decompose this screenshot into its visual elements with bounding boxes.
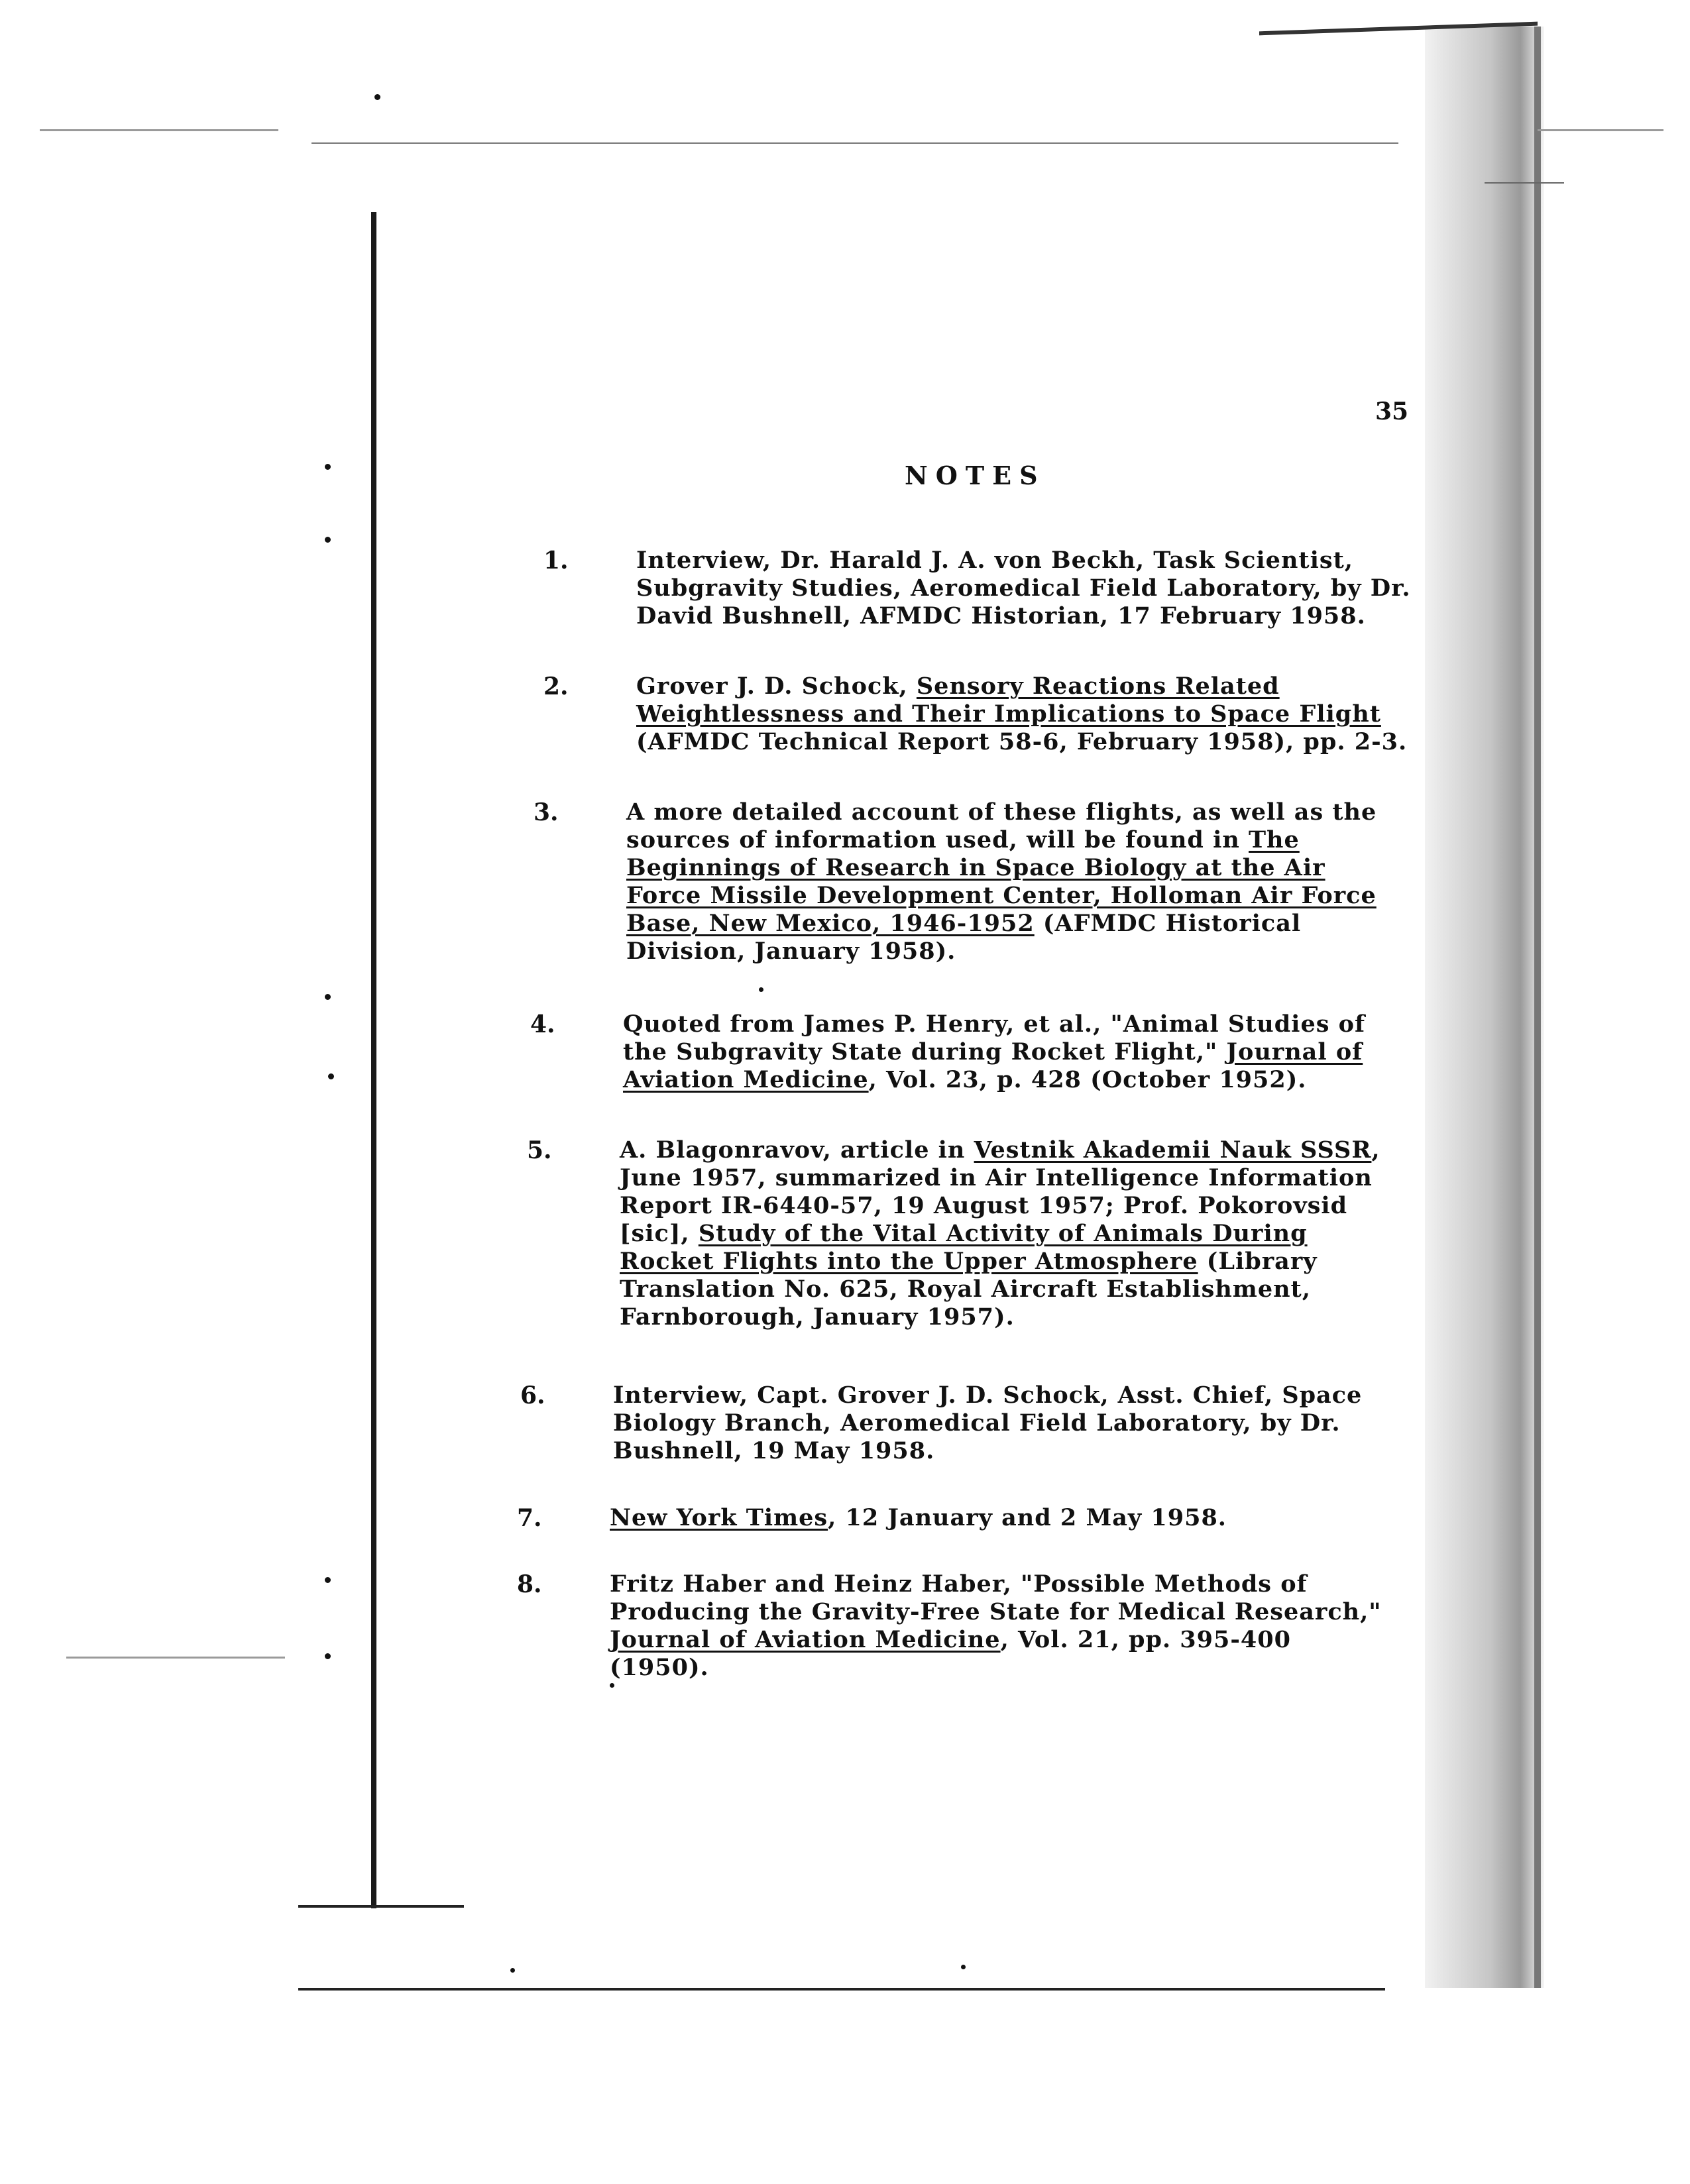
note-text-part: (AFMDC Technical Report 58-6, February 1958), pp. 2-3. xyxy=(636,728,1408,755)
study-title: Study of the Vital Activity of Animals During Rocket Flights into the Upper Atmosphere xyxy=(620,1220,1308,1275)
note-text xyxy=(610,1570,1388,1682)
report-title: Sensory Reactions Related Weightlessness and Their Implications to Space Flight xyxy=(636,673,1381,728)
note-text xyxy=(623,1010,1402,1094)
note-text xyxy=(613,1382,1392,1465)
publication-title: The Beginnings of Research in Space Biology at the Air Force Missile Development Center, Holloman Air Force Base, New Mexico, 1946-1952 xyxy=(626,826,1377,937)
photocopy-shadow xyxy=(1425,27,1544,1988)
note-number: 1. xyxy=(543,547,569,574)
note-item xyxy=(517,1504,1388,1532)
note-number: 7. xyxy=(517,1504,542,1532)
speck xyxy=(1538,129,1663,131)
note-text-part: Quoted from James P. Henry, et al., "Animal Studies of the Subgravity State during Rocket Flight," xyxy=(623,1010,1366,1065)
speck xyxy=(610,1683,614,1688)
scan-line xyxy=(298,1988,1385,1991)
note-text xyxy=(626,798,1405,965)
scan-line xyxy=(298,1905,464,1908)
note-text xyxy=(620,1136,1398,1331)
note-text-part: Fritz Haber and Heinz Haber, "Possible Methods of Producing the Gravity-Free State for Medical Research," xyxy=(610,1570,1382,1625)
note-number: 2. xyxy=(543,673,569,700)
note-text xyxy=(636,673,1415,756)
note-number: 5. xyxy=(527,1136,552,1164)
note-text-part: , Vol. 23, p. 428 (October 1952). xyxy=(868,1066,1307,1093)
binding-edge xyxy=(371,212,376,1908)
note-item xyxy=(534,798,1405,965)
note-text-part: Interview, Capt. Grover J. D. Schock, Asst. Chief, Space Biology Branch, Aeromedical Field Laboratory, by Dr. Bushnell, 19 May 1958. xyxy=(613,1382,1363,1464)
note-number: 3. xyxy=(534,798,559,826)
newspaper-title: New York Times xyxy=(610,1504,828,1531)
note-text-part: Interview, Dr. Harald J. A. von Beckh, Task Scientist, Subgravity Studies, Aeromedical Field Laboratory, by Dr. David Bushnell, AFMDC Historian, 17 February 1958. xyxy=(636,547,1411,629)
speck xyxy=(328,1073,334,1079)
note-item xyxy=(530,1010,1402,1094)
note-item xyxy=(517,1570,1388,1682)
scan-line xyxy=(311,142,1398,144)
page-edge xyxy=(1534,27,1541,1988)
note-text-part: , 12 January and 2 May 1958. xyxy=(828,1504,1227,1531)
speck xyxy=(961,1965,966,1969)
note-text-part: , Vol. 21, pp. 395-400 (1950). xyxy=(610,1626,1291,1681)
speck xyxy=(40,129,278,131)
note-text-part: A. Blagonravov, article in xyxy=(620,1136,974,1164)
speck xyxy=(374,94,380,100)
note-text-part: (Library Translation No. 625, Royal Aircraft Establishment, Farnborough, January 1957). xyxy=(620,1248,1318,1331)
note-text xyxy=(610,1504,1388,1532)
note-number: 4. xyxy=(530,1010,555,1038)
page-number: 35 xyxy=(1375,398,1409,425)
scan-line xyxy=(1485,182,1564,184)
note-text xyxy=(636,547,1415,630)
note-text-part: Grover J. D. Schock, xyxy=(636,673,917,700)
journal-title: Journal of Aviation Medicine xyxy=(623,1038,1363,1093)
note-text-part: , June 1957, summarized in Air Intelligence Information Report IR-6440-57, 19 August 1957; Prof. Pokorovsid [sic], xyxy=(620,1136,1380,1247)
page-title: NOTES xyxy=(905,461,1046,490)
speck xyxy=(325,994,331,1000)
note-item xyxy=(543,673,1415,756)
speck xyxy=(510,1968,515,1973)
note-number: 8. xyxy=(517,1570,542,1598)
note-item xyxy=(527,1136,1398,1331)
speck xyxy=(325,537,331,543)
journal-title: Vestnik Akademii Nauk SSSR xyxy=(974,1136,1372,1164)
note-item xyxy=(520,1382,1392,1465)
note-item xyxy=(543,547,1415,630)
speck xyxy=(325,1653,331,1659)
note-number: 6. xyxy=(520,1382,545,1409)
speck xyxy=(325,464,331,470)
note-text-part: A more detailed account of these flights, as well as the sources of information used, will be found in xyxy=(626,798,1377,853)
speck xyxy=(66,1657,285,1659)
journal-title: Journal of Aviation Medicine xyxy=(610,1626,1001,1653)
note-text-part: (AFMDC Historical Division, January 1958). xyxy=(626,910,1302,965)
speck xyxy=(325,1577,331,1583)
speck xyxy=(759,987,763,992)
